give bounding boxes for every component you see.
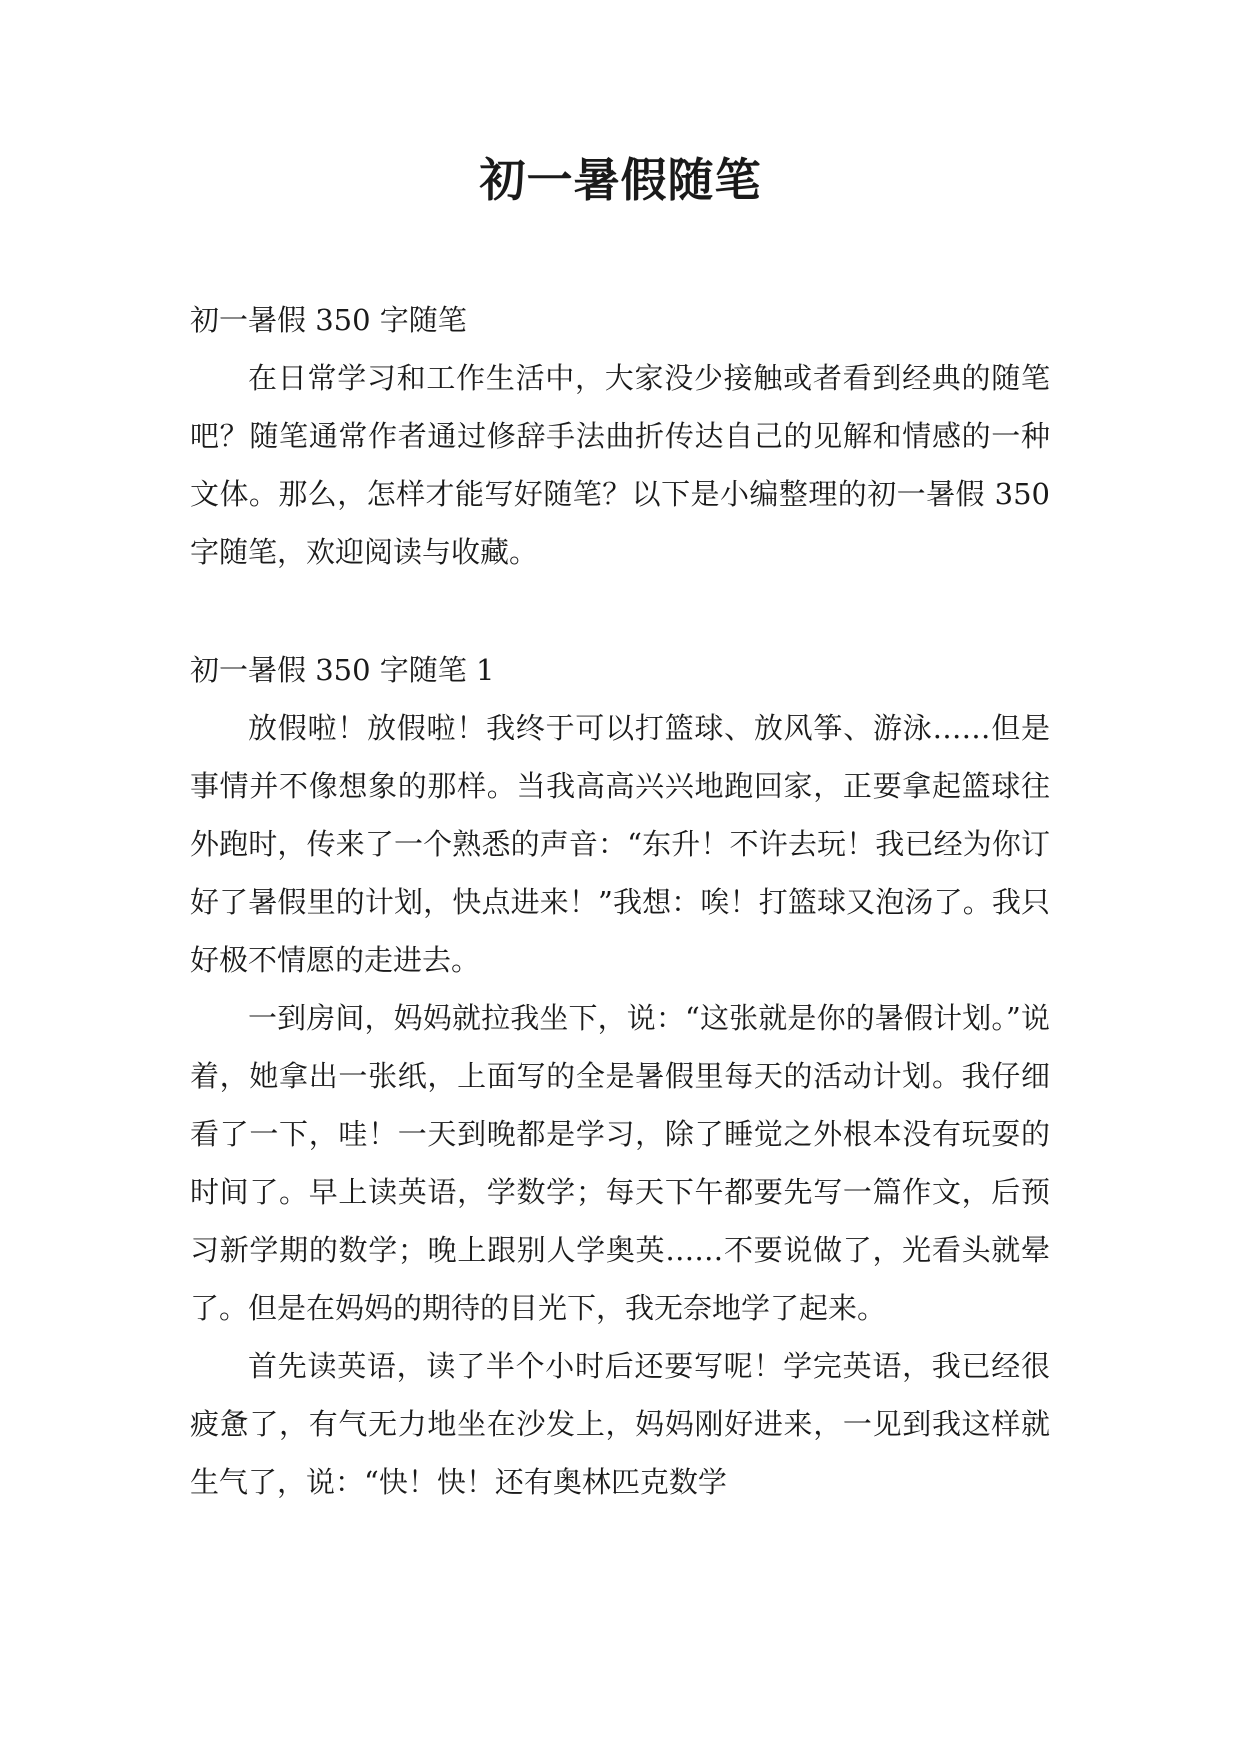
essay-1-paragraph: 放假啦！放假啦！我终于可以打篮球、放风筝、游泳……但是事情并不像想象的那样。当我高高兴兴地跑回家，正要拿起篮球往外跑时，传来了一个熟悉的声音：“东升！不许去玩！我已经为你订好了暑假里的计划，快点进来！”我想：唉！打篮球又泡汤了。我只好极不情愿的走进去。: [190, 711, 1050, 977]
intro-section: [190, 291, 1050, 581]
intro-heading: 初一暑假 350 字随笔: [190, 303, 467, 337]
document-title: 初一暑假随笔: [479, 153, 762, 207]
essay-1-paragraph: 首先读英语，读了半个小时后还要写呢！学完英语，我已经很疲惫了，有气无力地坐在沙发上，妈妈刚好进来，一见到我这样就生气了，说：“快！快！还有奥林匹克数学: [190, 1349, 1050, 1499]
intro-paragraph: 在日常学习和工作生活中，大家没少接触或者看到经典的随笔吧？随笔通常作者通过修辞手法曲折传达自己的见解和情感的一种文体。那么，怎样才能写好随笔？以下是小编整理的初一暑假 350 字随笔，欢迎阅读与收藏。: [190, 361, 1050, 569]
essay-1-paragraph: 一到房间，妈妈就拉我坐下，说：“这张就是你的暑假计划。”说着，她拿出一张纸，上面写的全是暑假里每天的活动计划。我仔细看了一下，哇！一天到晚都是学习，除了睡觉之外根本没有玩耍的时间了。早上读英语，学数学；每天下午都要先写一篇作文，后预习新学期的数学；晚上跟别人学奥英……不要说做了，光看头就晕了。但是在妈妈的期待的目光下，我无奈地学了起来。: [190, 1001, 1050, 1325]
essay-1-heading: 初一暑假 350 字随笔 1: [190, 653, 495, 687]
essay-1-section: [190, 641, 1050, 1511]
